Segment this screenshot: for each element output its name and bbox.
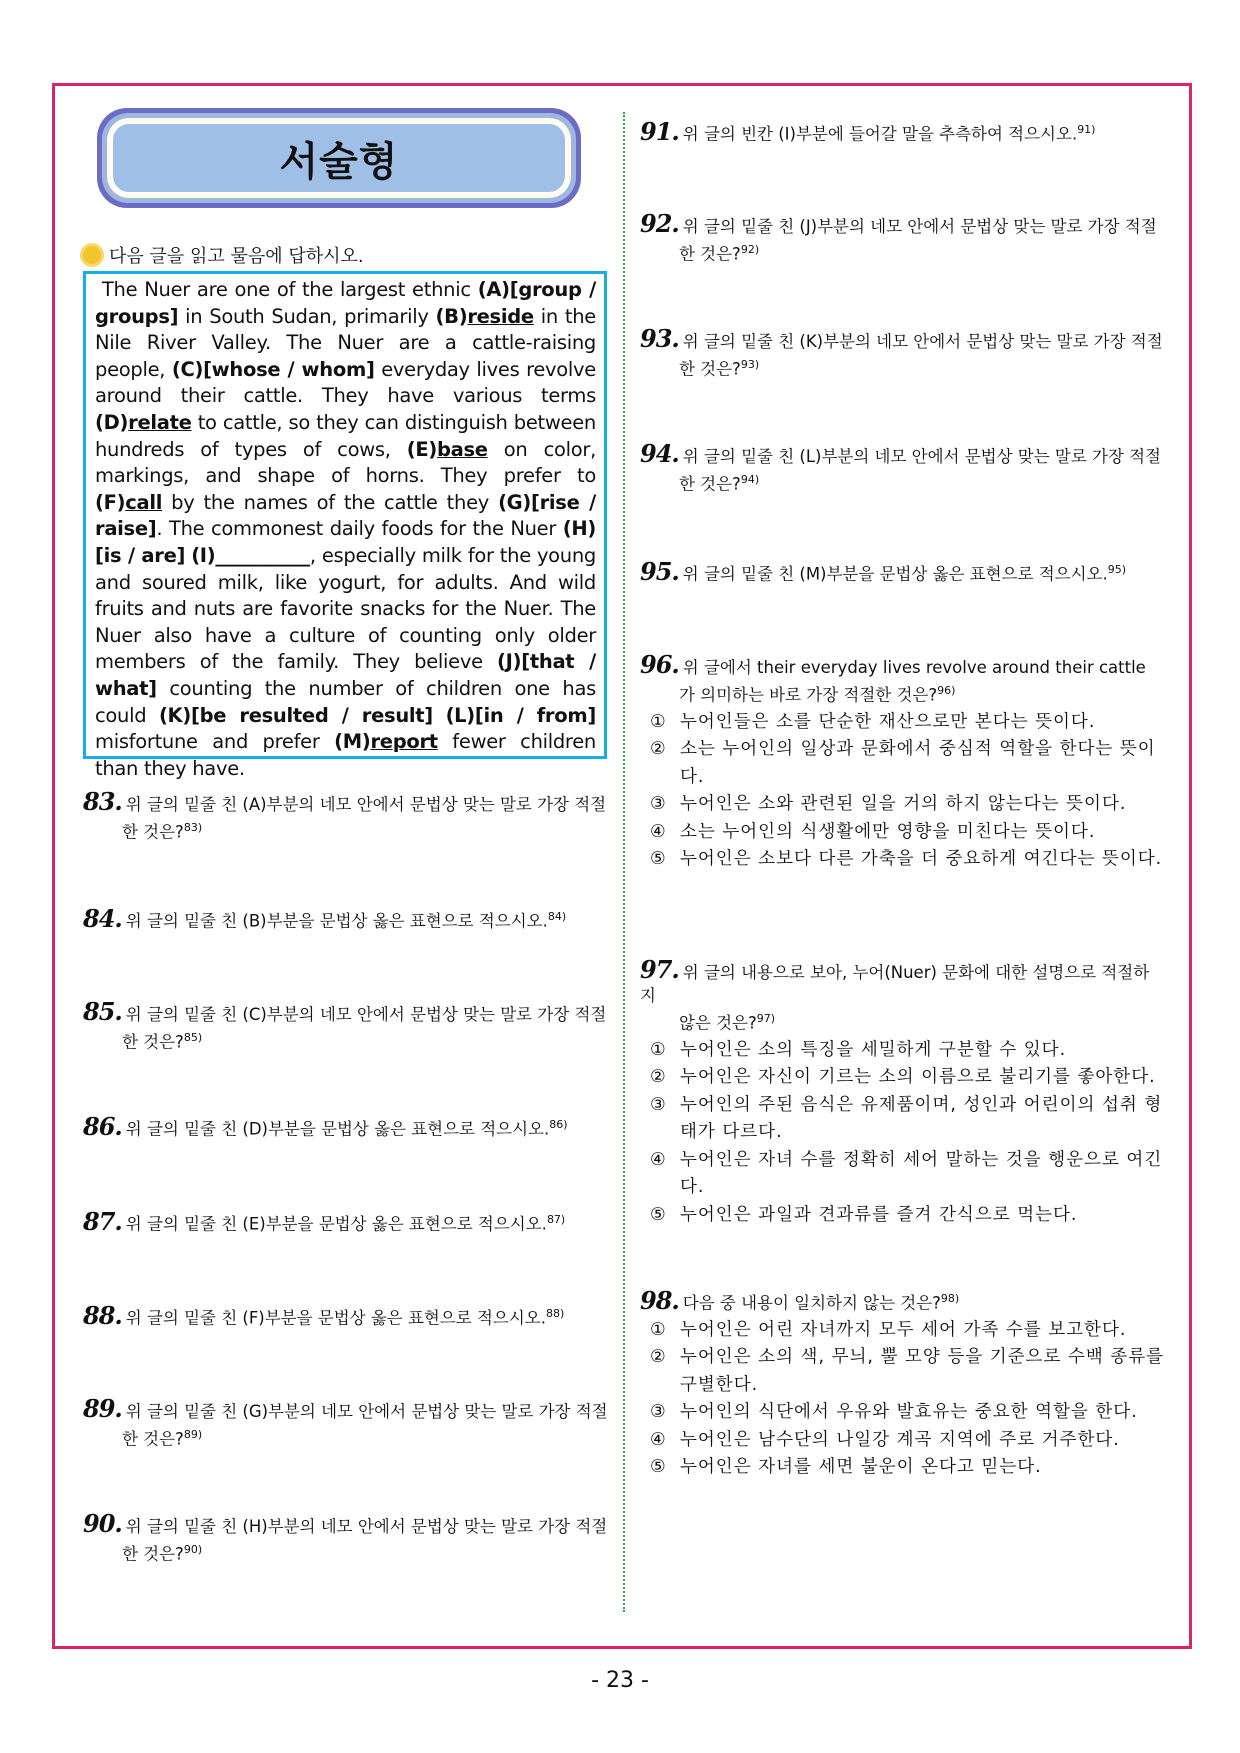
question-stem-cont: 한 것은? — [122, 822, 184, 842]
answer-option[interactable] — [640, 1399, 1165, 1427]
question-stem-cont: 한 것은? — [679, 359, 741, 379]
option-marker: ④ — [650, 1149, 667, 1170]
question-stem-cont: 한 것은? — [122, 1429, 184, 1449]
option-text: 누어인들은 소를 단순한 재산으로만 본다는 뜻이다. — [680, 711, 1096, 732]
underlined-target: base — [436, 437, 488, 461]
question-stem: 위 글의 밑줄 친 (A)부분의 네모 안에서 문법상 맞는 말로 가장 적절 — [125, 795, 607, 814]
option-text: 누어인의 주된 음식은 유제품이며, 성인과 어린이의 섭취 형태가 다르다. — [680, 1094, 1163, 1143]
option-marker: ① — [650, 711, 667, 732]
option-text: 누어인은 소의 특징을 세밀하게 구분할 수 있다. — [680, 1039, 1067, 1060]
bold-choice: (J)[that / what] — [95, 650, 596, 700]
question-90 — [83, 1509, 608, 1566]
passage-text: everyday lives revolve around their cattle. They have various terms — [95, 357, 596, 408]
bold-choice: (L)[in / from] — [445, 703, 596, 727]
question-85 — [83, 997, 608, 1054]
footnote-ref: 92) — [740, 243, 760, 256]
instruction-text: 다음 글을 읽고 물음에 답하시오. — [109, 246, 364, 267]
passage-text: in the Nile River Valley. The Nuer are a cattle-raising people, — [95, 304, 596, 381]
bold-choice: (H)[is / are] — [95, 517, 596, 567]
reading-passage — [83, 271, 607, 780]
question-stem: 위 글의 밑줄 친 (M)부분을 문법상 옳은 표현으로 적으시오. — [682, 564, 1108, 584]
question-92 — [640, 209, 1165, 266]
passage-text: on color, markings, and shape of horns. They prefer to — [95, 437, 596, 488]
footnote-ref: 97) — [756, 1012, 776, 1025]
answer-option[interactable] — [640, 1427, 1165, 1455]
underlined-target: report — [370, 730, 438, 754]
question-98 — [640, 1287, 1165, 1482]
underlined-target: reside — [467, 304, 534, 328]
question-stem-cont: 한 것은? — [122, 1032, 184, 1052]
answer-option[interactable] — [640, 1092, 1165, 1147]
question-stem: 위 글의 내용으로 보아, 누어(Nuer) 문화에 대한 설명으로 적절하지 — [640, 963, 1150, 1005]
question-stem: 위 글의 밑줄 친 (G)부분의 네모 안에서 문법상 맞는 말로 가장 적절 — [125, 1402, 608, 1421]
underlined-target: call — [125, 490, 163, 514]
option-marker: ⑤ — [650, 1205, 667, 1226]
answer-options — [640, 709, 1165, 875]
bold-choice: (C)[whose / whom] — [171, 357, 375, 381]
option-text: 소는 누어인의 일상과 문화에서 중심적 역할을 한다는 뜻이다. — [680, 739, 1156, 787]
question-number: 96. — [640, 650, 679, 679]
question-88 — [83, 1302, 608, 1330]
option-text: 누어인은 자신이 기르는 소의 이름으로 불리기를 좋아한다. — [680, 1067, 1156, 1088]
option-text: 누어인은 자녀 수를 정확히 세어 말하는 것을 행운으로 여긴다. — [680, 1149, 1163, 1198]
passage-text: counting the number of children one has could — [95, 676, 596, 727]
option-text: 누어인은 자녀를 세면 불운이 온다고 믿는다. — [680, 1457, 1042, 1478]
question-number: 98. — [640, 1285, 679, 1315]
option-marker: ④ — [650, 821, 667, 842]
passage-text: in South Sudan, primarily — [178, 304, 436, 328]
question-stem: 위 글의 밑줄 친 (D)부분을 문법상 옳은 표현으로 적으시오. — [125, 1119, 550, 1139]
question-stem: 위 글의 밑줄 친 (K)부분의 네모 안에서 문법상 맞는 말로 가장 적절 — [682, 332, 1163, 351]
question-96 — [640, 650, 1165, 874]
answer-option[interactable] — [640, 1344, 1165, 1399]
answer-option[interactable] — [640, 1317, 1165, 1345]
question-stem: 위 글의 밑줄 친 (F)부분을 문법상 옳은 표현으로 적으시오. — [125, 1308, 546, 1328]
bold-choice: (E) — [406, 437, 437, 461]
instruction — [83, 242, 364, 268]
question-83 — [83, 787, 608, 844]
question-87 — [83, 1208, 608, 1236]
option-text: 누어인은 남수단의 나일강 계곡 지역에 주로 거주한다. — [680, 1429, 1120, 1450]
option-marker: ⑤ — [650, 849, 667, 870]
bold-choice: (K)[be resulted / result] — [158, 703, 433, 727]
option-text: 누어인은 소의 색, 무늬, 뿔 모양 등을 기준으로 수백 종류를 구별한다. — [680, 1347, 1165, 1395]
option-text: 누어인은 어린 자녀까지 모두 세어 가족 수를 보고한다. — [680, 1319, 1127, 1340]
passage-text: to cattle, so they can distinguish between hundreds of types of cows, — [95, 410, 596, 461]
question-number: 84. — [83, 903, 122, 933]
passage-text — [433, 704, 446, 727]
question-86 — [83, 1113, 608, 1141]
question-94 — [640, 439, 1165, 496]
option-marker: ③ — [650, 794, 667, 815]
footnote-ref: 98) — [940, 1292, 960, 1305]
question-number: 88. — [83, 1300, 122, 1330]
answer-option[interactable] — [640, 819, 1165, 847]
footnote-ref: 91) — [1077, 123, 1096, 136]
question-stem-cont: 않은 것은? — [679, 1013, 757, 1033]
question-number: 92. — [640, 209, 679, 238]
footnote-ref: 93) — [740, 358, 760, 371]
footnote-ref: 87) — [546, 1213, 566, 1226]
answer-option[interactable] — [640, 1037, 1165, 1065]
question-number: 85. — [83, 997, 122, 1026]
answer-option[interactable] — [640, 736, 1165, 791]
question-number: 89. — [83, 1394, 122, 1423]
underlined-target: relate — [128, 410, 192, 434]
option-marker: ① — [650, 1039, 667, 1060]
answer-option[interactable] — [640, 1147, 1165, 1202]
option-text: 누어인은 소와 관련된 일을 거의 하지 않는다는 뜻이다. — [680, 794, 1127, 815]
option-marker: ④ — [650, 1429, 667, 1450]
question-97 — [640, 955, 1165, 1230]
passage-text: misfortune and prefer — [95, 730, 335, 754]
option-text: 누어인은 과일과 견과류를 즐겨 간식으로 먹는다. — [680, 1205, 1078, 1226]
passage-text: , especially milk for the young and soured milk, like yogurt, for adults. And wild fruits and nuts are favorite snacks for the Nuer. The Nuer also have a culture of counting only older members of the family. They believe — [95, 543, 597, 674]
passage-text: by the names of the cattle they — [162, 490, 499, 514]
question-stem: 위 글의 밑줄 친 (E)부분을 문법상 옳은 표현으로 적으시오. — [125, 1214, 547, 1234]
option-text: 소는 누어인의 식생활에만 영향을 미친다는 뜻이다. — [680, 821, 1096, 842]
answer-options — [640, 1317, 1165, 1483]
footnote-ref: 95) — [1107, 563, 1127, 576]
footnote-ref: 89) — [183, 1428, 203, 1441]
footnote-ref: 96) — [937, 684, 956, 697]
option-text: 누어인의 식단에서 우유와 발효유는 중요한 역할을 한다. — [680, 1402, 1138, 1423]
question-89 — [83, 1394, 608, 1451]
question-stem: 위 글의 밑줄 친 (H)부분의 네모 안에서 문법상 맞는 말로 가장 적절 — [125, 1517, 608, 1536]
question-number: 95. — [640, 556, 679, 586]
sun-bullet-icon — [83, 246, 101, 264]
passage-text: fewer children than they have. — [95, 730, 596, 780]
footnote-ref: 85) — [183, 1031, 203, 1044]
question-number: 83. — [83, 787, 122, 816]
footnote-ref: 84) — [547, 910, 567, 923]
footnote-ref: 90) — [183, 1543, 203, 1556]
footnote-ref: 88) — [546, 1307, 565, 1320]
answer-option[interactable] — [640, 846, 1165, 874]
passage-text: The Nuer are one of the largest ethnic — [95, 278, 478, 301]
question-stem: 위 글의 밑줄 친 (C)부분의 네모 안에서 문법상 맞는 말로 가장 적절 — [125, 1005, 607, 1024]
question-stem: 위 글의 밑줄 친 (L)부분의 네모 안에서 문법상 맞는 말로 가장 적절 — [682, 447, 1162, 466]
option-marker: ③ — [650, 1402, 667, 1423]
question-95 — [640, 558, 1165, 586]
footnote-ref: 86) — [549, 1118, 568, 1131]
footnote-ref: 83) — [183, 821, 203, 834]
question-91 — [640, 118, 1165, 146]
option-marker: ② — [650, 1067, 667, 1088]
question-stem-cont: 한 것은? — [679, 244, 741, 264]
question-stem-cont: 한 것은? — [679, 474, 741, 494]
question-stem: 위 글의 빈칸 (I)부분에 들어갈 말을 추측하여 적으시오. — [682, 124, 1078, 144]
question-number: 91. — [640, 116, 679, 146]
question-number: 87. — [83, 1206, 122, 1236]
question-number: 94. — [640, 439, 679, 468]
question-stem: 다음 중 내용이 일치하지 않는 것은? — [682, 1293, 941, 1313]
passage-text: . The commonest daily foods for the Nuer — [156, 517, 563, 541]
answer-option[interactable] — [640, 1064, 1165, 1092]
question-number: 97. — [640, 955, 679, 984]
section-title: 서술형 — [111, 122, 567, 194]
question-number: 86. — [83, 1111, 122, 1141]
column-divider — [623, 112, 625, 1612]
question-stem-cont: 가 의미하는 바로 가장 적절한 것은? — [679, 685, 938, 705]
answer-option[interactable] — [640, 709, 1165, 737]
question-stem: 위 글의 밑줄 친 (B)부분을 문법상 옳은 표현으로 적으시오. — [125, 911, 548, 931]
question-number: 93. — [640, 324, 679, 353]
page-number: - 23 - — [591, 1668, 649, 1693]
question-84 — [83, 905, 608, 933]
answer-option[interactable] — [640, 1202, 1165, 1230]
option-text: 누어인은 소보다 다른 가축을 더 중요하게 여긴다는 뜻이다. — [680, 849, 1163, 870]
bold-choice: (D) — [95, 410, 129, 434]
option-marker: ③ — [650, 1094, 667, 1115]
question-stem-cont: 한 것은? — [122, 1544, 184, 1564]
question-93 — [640, 324, 1165, 381]
bold-choice: (G)[rise / raise] — [95, 490, 596, 541]
bold-choice: (B) — [435, 304, 468, 328]
bold-choice: (I)__________ — [191, 543, 310, 567]
answer-option[interactable] — [640, 1454, 1165, 1482]
option-marker: ② — [650, 739, 667, 760]
question-stem: 위 글에서 their everyday lives revolve around their cattle — [682, 658, 1146, 677]
option-marker: ② — [650, 1347, 667, 1368]
bold-choice: (M) — [334, 730, 371, 754]
answer-option[interactable] — [640, 791, 1165, 819]
bold-choice: (A)[group / groups] — [95, 278, 596, 328]
option-marker: ① — [650, 1319, 667, 1340]
section-title-banner — [97, 108, 581, 208]
option-marker: ⑤ — [650, 1457, 667, 1478]
footnote-ref: 94) — [740, 473, 760, 486]
bold-choice: (F) — [95, 490, 126, 514]
question-stem: 위 글의 밑줄 친 (J)부분의 네모 안에서 문법상 맞는 말로 가장 적절 — [682, 217, 1157, 236]
answer-options — [640, 1037, 1165, 1230]
question-number: 90. — [83, 1509, 122, 1538]
